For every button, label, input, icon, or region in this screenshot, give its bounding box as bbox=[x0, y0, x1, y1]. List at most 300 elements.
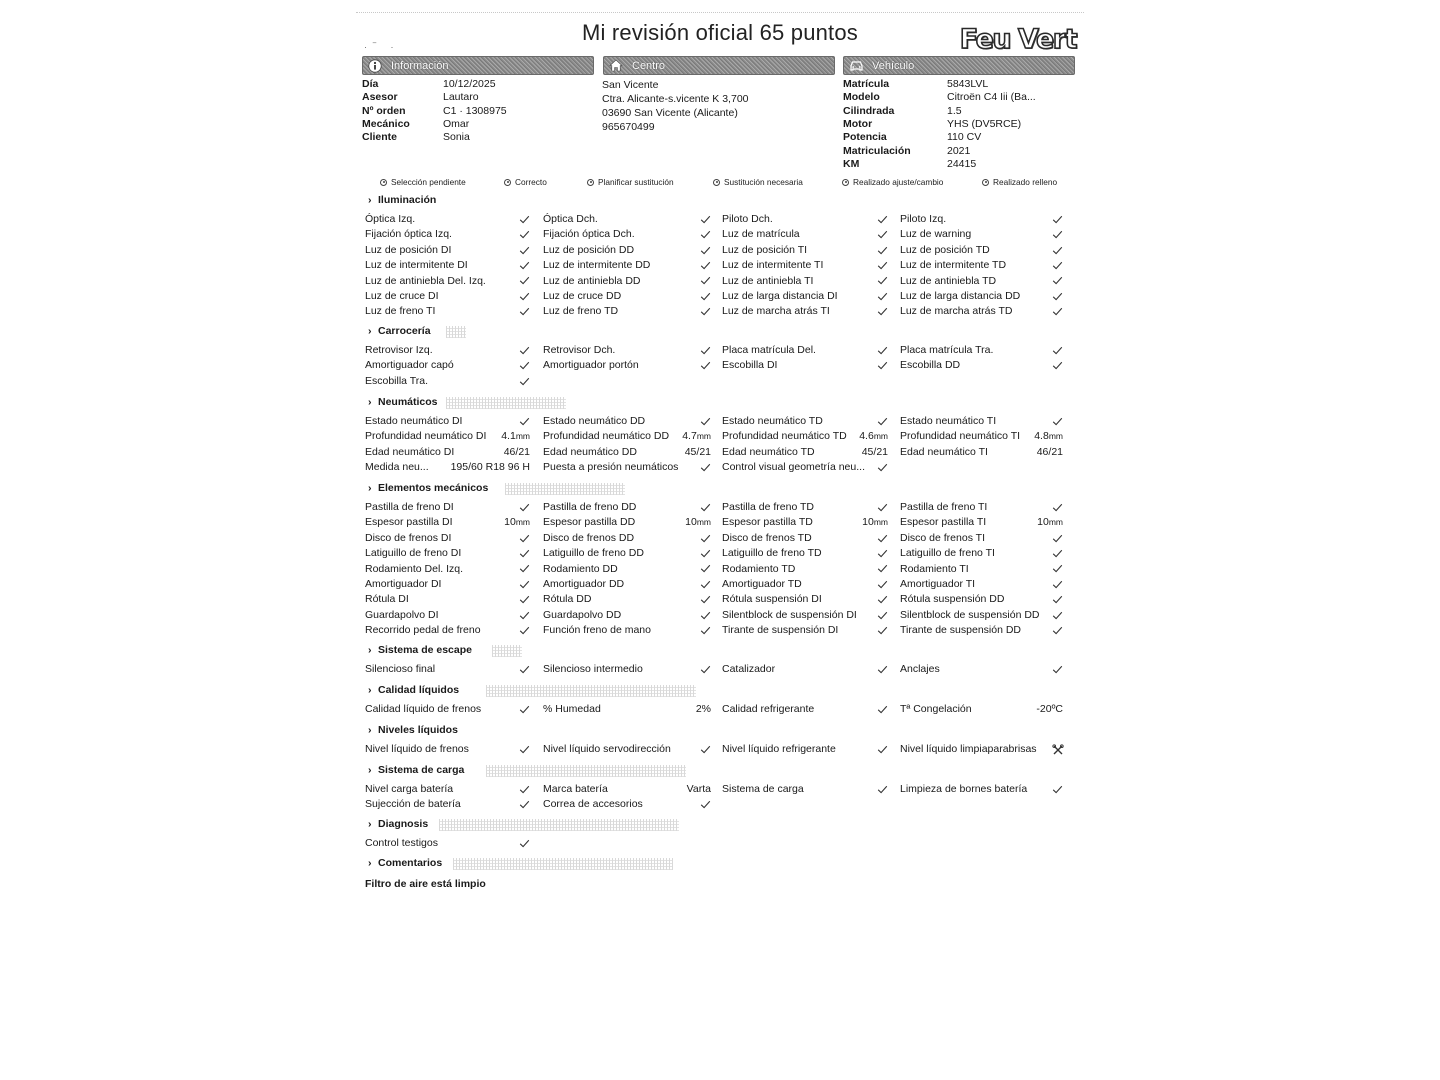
checklist-item bbox=[365, 546, 530, 560]
check-icon bbox=[877, 704, 888, 715]
section-title bbox=[368, 644, 472, 656]
item-status bbox=[519, 562, 530, 576]
check-icon bbox=[519, 664, 530, 675]
check-icon bbox=[519, 502, 530, 513]
legend-label: Correcto bbox=[515, 177, 547, 187]
checklist-item bbox=[722, 445, 888, 459]
checklist-item bbox=[365, 274, 530, 288]
item-label: Control visual geometría neu... bbox=[722, 461, 865, 474]
item-label: Tirante de suspensión DI bbox=[722, 624, 839, 637]
scan-edge bbox=[356, 12, 1084, 17]
item-label: Rótula DI bbox=[365, 593, 409, 606]
check-icon bbox=[877, 345, 888, 356]
check-icon bbox=[519, 376, 530, 387]
check-icon bbox=[700, 502, 711, 513]
scan-noise bbox=[492, 645, 522, 657]
checklist-item bbox=[722, 592, 888, 606]
check-icon bbox=[877, 416, 888, 427]
check-icon bbox=[700, 345, 711, 356]
panel-header-info bbox=[362, 56, 594, 75]
item-label: Placa matrícula Del. bbox=[722, 344, 816, 356]
item-label: Nivel líquido servodirección bbox=[543, 743, 671, 755]
chevron-right-icon: › bbox=[368, 482, 372, 494]
status-dot-icon bbox=[982, 179, 989, 186]
kv-label: KM bbox=[843, 157, 860, 170]
item-status bbox=[519, 797, 530, 811]
status-dot-icon bbox=[842, 179, 849, 186]
checklist-item bbox=[543, 500, 711, 514]
check-icon bbox=[519, 548, 530, 559]
check-icon bbox=[519, 625, 530, 636]
item-status bbox=[1052, 243, 1063, 257]
check-icon bbox=[700, 360, 711, 371]
item-status bbox=[1052, 343, 1063, 357]
checklist-item bbox=[900, 546, 1063, 560]
item-status bbox=[519, 227, 530, 241]
check-icon bbox=[700, 214, 711, 225]
item-status bbox=[877, 782, 888, 796]
panel-header-vehicle bbox=[843, 56, 1075, 75]
checklist-item bbox=[543, 227, 711, 241]
checklist-item bbox=[722, 343, 888, 357]
checklist-item bbox=[543, 445, 711, 459]
checklist-item bbox=[900, 702, 1063, 716]
checklist-item bbox=[722, 702, 888, 716]
legend-label: Selección pendiente bbox=[391, 177, 466, 187]
item-label: Latiguillo de freno DI bbox=[365, 547, 462, 560]
check-icon bbox=[1052, 502, 1063, 513]
check-icon bbox=[519, 838, 530, 849]
item-status bbox=[519, 742, 530, 756]
item-status bbox=[700, 289, 711, 303]
check-icon bbox=[519, 563, 530, 574]
inspection-report bbox=[356, 12, 1084, 912]
check-icon bbox=[700, 799, 711, 810]
item-status bbox=[877, 702, 888, 716]
section-label: Neumáticos bbox=[378, 396, 438, 408]
scan-noise bbox=[486, 685, 696, 697]
item-unit: mm bbox=[873, 431, 888, 442]
kv-row bbox=[843, 118, 1075, 131]
item-status bbox=[1052, 304, 1063, 318]
checklist-item bbox=[900, 515, 1063, 529]
item-status bbox=[1034, 429, 1063, 443]
check-icon bbox=[877, 784, 888, 795]
kv-label: Motor bbox=[843, 117, 873, 130]
check-icon bbox=[700, 563, 711, 574]
center-line: 965670499 bbox=[602, 121, 655, 133]
item-label: Estado neumático DI bbox=[365, 415, 463, 427]
item-status bbox=[877, 592, 888, 606]
legend-item bbox=[842, 177, 943, 187]
item-label: Luz de posición TI bbox=[722, 243, 808, 256]
check-icon bbox=[1052, 275, 1063, 286]
check-icon bbox=[700, 229, 711, 240]
item-status bbox=[1052, 500, 1063, 514]
item-label: Espesor pastilla TI bbox=[900, 516, 987, 529]
kv-row bbox=[843, 78, 1075, 91]
item-status bbox=[700, 546, 711, 560]
check-icon bbox=[1052, 533, 1063, 544]
item-status bbox=[877, 562, 888, 576]
status-dot-icon bbox=[504, 179, 511, 186]
legend-item bbox=[713, 177, 803, 187]
panel-label: Información bbox=[391, 59, 449, 72]
checklist-item bbox=[900, 243, 1063, 257]
checklist-item bbox=[365, 304, 530, 318]
item-status bbox=[1052, 662, 1063, 676]
item-label: Luz de intermitente TI bbox=[722, 259, 824, 272]
checklist-item bbox=[722, 562, 888, 576]
check-icon bbox=[1052, 563, 1063, 574]
item-status bbox=[859, 429, 888, 443]
item-status bbox=[519, 343, 530, 357]
item-status bbox=[700, 460, 711, 474]
item-label: Disco de frenos DI bbox=[365, 531, 452, 544]
item-label: Retrovisor Dch. bbox=[543, 344, 616, 356]
item-status bbox=[1037, 445, 1063, 459]
check-icon bbox=[877, 360, 888, 371]
legend-item bbox=[380, 177, 466, 187]
checklist-item bbox=[900, 414, 1063, 428]
item-label: Silentblock de suspensión DD bbox=[900, 608, 1040, 621]
item-value: 10 bbox=[862, 516, 874, 529]
legend-item bbox=[982, 177, 1057, 187]
check-icon bbox=[877, 533, 888, 544]
kv-value: 2021 bbox=[947, 144, 971, 157]
check-icon bbox=[1052, 416, 1063, 427]
item-status bbox=[877, 460, 888, 474]
item-label: Luz de antiniebla TD bbox=[900, 274, 997, 287]
kv-value: Citroën C4 Iii (Ba... bbox=[947, 91, 1036, 104]
item-status bbox=[700, 343, 711, 357]
check-icon bbox=[700, 291, 711, 302]
item-status bbox=[877, 414, 888, 428]
item-label: Óptica Dch. bbox=[543, 213, 598, 225]
item-status bbox=[700, 258, 711, 272]
item-label: Catalizador bbox=[722, 663, 776, 675]
item-label: Rodamiento TD bbox=[722, 562, 796, 575]
check-icon bbox=[877, 502, 888, 513]
check-icon bbox=[700, 625, 711, 636]
checklist-item bbox=[365, 608, 530, 622]
checklist-item bbox=[900, 274, 1063, 288]
item-label: Amortiguador DI bbox=[365, 578, 442, 590]
check-icon bbox=[877, 214, 888, 225]
item-value: 46/21 bbox=[503, 445, 530, 458]
item-label: Función freno de mano bbox=[543, 624, 651, 637]
item-status bbox=[877, 274, 888, 288]
checklist-item bbox=[543, 782, 711, 796]
check-icon bbox=[1052, 360, 1063, 371]
section-title bbox=[368, 684, 459, 696]
item-status bbox=[1052, 562, 1063, 576]
item-label: Amortiguador capó bbox=[365, 359, 454, 372]
check-icon bbox=[519, 291, 530, 302]
section-label: Niveles líquidos bbox=[378, 724, 458, 736]
check-icon bbox=[700, 548, 711, 559]
checklist-item bbox=[722, 577, 888, 591]
checklist-item bbox=[365, 445, 530, 459]
check-icon bbox=[877, 462, 888, 473]
checklist-item bbox=[900, 212, 1063, 226]
item-status bbox=[700, 500, 711, 514]
item-value: 4.7 bbox=[682, 430, 697, 443]
item-value: 4.6 bbox=[859, 430, 874, 443]
item-label: Sistema de carga bbox=[722, 783, 804, 795]
item-value: 4.1 bbox=[501, 430, 516, 443]
item-label: Profundidad neumático TD bbox=[722, 430, 847, 443]
check-icon bbox=[519, 744, 530, 755]
center-line: Ctra. Alicante-s.vicente K 3,700 bbox=[602, 93, 749, 105]
item-label: Profundidad neumático TI bbox=[900, 430, 1021, 443]
item-status bbox=[1052, 289, 1063, 303]
scan-noise bbox=[446, 326, 466, 338]
item-label: Luz de intermitente DI bbox=[365, 259, 468, 272]
check-icon bbox=[877, 291, 888, 302]
item-status bbox=[700, 577, 711, 591]
checklist-item bbox=[543, 358, 711, 372]
item-label: Disco de frenos TI bbox=[900, 531, 986, 544]
checklist-item bbox=[722, 289, 888, 303]
checklist-item bbox=[900, 623, 1063, 637]
item-label: Pastilla de freno DI bbox=[365, 501, 454, 513]
item-status bbox=[519, 608, 530, 622]
checklist-item bbox=[900, 227, 1063, 241]
item-status bbox=[877, 577, 888, 591]
item-status bbox=[519, 577, 530, 591]
checklist-item bbox=[900, 577, 1063, 591]
legend-item bbox=[504, 177, 547, 187]
check-icon bbox=[519, 416, 530, 427]
chevron-right-icon: › bbox=[368, 194, 372, 206]
item-label: Óptica Izq. bbox=[365, 213, 416, 225]
checklist-item bbox=[722, 742, 888, 756]
item-status bbox=[877, 662, 888, 676]
checklist-item bbox=[722, 227, 888, 241]
item-label: Luz de marcha atrás TI bbox=[722, 305, 830, 318]
kv-label: Matriculación bbox=[843, 144, 911, 157]
item-label: Control testigos bbox=[365, 837, 438, 849]
comment-text: Filtro de aire está limpio bbox=[365, 878, 486, 890]
check-icon bbox=[1052, 260, 1063, 271]
item-status bbox=[451, 460, 530, 474]
item-label: Estado neumático TI bbox=[900, 415, 997, 427]
item-label: Luz de antiniebla DD bbox=[543, 274, 641, 287]
item-status bbox=[700, 608, 711, 622]
kv-value: C1 · 1308975 bbox=[443, 104, 507, 117]
checklist-item bbox=[365, 742, 530, 756]
kv-label: Nº orden bbox=[362, 104, 406, 117]
check-icon bbox=[700, 260, 711, 271]
item-unit: mm bbox=[696, 431, 711, 442]
item-label: Estado neumático TD bbox=[722, 415, 823, 427]
checklist-item bbox=[900, 608, 1063, 622]
item-label: Amortiguador TI bbox=[900, 578, 976, 590]
check-icon bbox=[519, 229, 530, 240]
checklist-item bbox=[365, 429, 530, 443]
item-status bbox=[700, 243, 711, 257]
checklist-item bbox=[543, 258, 711, 272]
item-label: Edad neumático DD bbox=[543, 445, 637, 458]
checklist-item bbox=[543, 212, 711, 226]
check-icon bbox=[877, 245, 888, 256]
item-label: Luz de larga distancia DD bbox=[900, 290, 1021, 302]
info-icon bbox=[367, 58, 383, 73]
checklist-item bbox=[543, 562, 711, 576]
chevron-right-icon: › bbox=[368, 724, 372, 736]
item-status bbox=[877, 500, 888, 514]
kv-row bbox=[843, 91, 1075, 104]
checklist-item bbox=[365, 836, 530, 850]
item-label: Latiguillo de freno TI bbox=[900, 547, 995, 560]
item-label: Nivel líquido refrigerante bbox=[722, 743, 836, 755]
item-label: Sujección de batería bbox=[365, 798, 461, 811]
checklist-item bbox=[543, 515, 711, 529]
item-label: Luz de marcha atrás TD bbox=[900, 305, 1013, 318]
item-label: Luz de freno TD bbox=[543, 305, 619, 318]
item-label: Nivel líquido de frenos bbox=[365, 743, 469, 755]
kv-row bbox=[362, 131, 592, 144]
kv-label: Día bbox=[362, 78, 379, 90]
item-label: Puesta a presión neumáticos bbox=[543, 461, 679, 474]
scan-mark: ·‾ · bbox=[364, 42, 400, 52]
kv-value: 110 CV bbox=[947, 131, 982, 144]
check-icon bbox=[519, 360, 530, 371]
item-status bbox=[519, 702, 530, 716]
item-status bbox=[519, 662, 530, 676]
item-value: 4.8 bbox=[1034, 430, 1049, 443]
checklist-item bbox=[543, 702, 711, 716]
item-label: Profundidad neumático DI bbox=[365, 430, 487, 443]
chevron-right-icon: › bbox=[368, 857, 372, 869]
kv-label: Cliente bbox=[362, 131, 398, 144]
item-status bbox=[700, 797, 711, 811]
item-status bbox=[877, 608, 888, 622]
item-status bbox=[501, 429, 530, 443]
check-icon bbox=[877, 563, 888, 574]
item-label: Escobilla DD bbox=[900, 359, 961, 372]
checklist-item bbox=[543, 531, 711, 545]
check-icon bbox=[877, 625, 888, 636]
checklist-item bbox=[722, 515, 888, 529]
item-label: Pastilla de freno DD bbox=[543, 501, 637, 513]
item-status bbox=[519, 358, 530, 372]
scan-noise bbox=[486, 765, 686, 777]
item-value: 46/21 bbox=[1036, 445, 1063, 458]
item-status bbox=[519, 500, 530, 514]
checklist-item bbox=[543, 414, 711, 428]
check-icon bbox=[1052, 610, 1063, 621]
item-status bbox=[1052, 227, 1063, 241]
check-icon bbox=[877, 594, 888, 605]
wrench-icon bbox=[1052, 744, 1063, 755]
item-label: Edad neumático TI bbox=[900, 445, 988, 458]
legend-label: Sustitución necesaria bbox=[724, 177, 803, 187]
checklist-item bbox=[365, 358, 530, 372]
item-label: Pastilla de freno TD bbox=[722, 501, 815, 513]
checklist-item bbox=[543, 546, 711, 560]
item-label: Rodamiento TI bbox=[900, 562, 969, 575]
section-title bbox=[368, 396, 438, 408]
item-label: Rótula DD bbox=[543, 593, 592, 606]
checklist-item bbox=[722, 414, 888, 428]
checklist-item bbox=[365, 460, 530, 474]
checklist-item bbox=[543, 623, 711, 637]
item-label: % Humedad bbox=[543, 703, 601, 715]
item-status bbox=[1052, 212, 1063, 226]
item-label: Silencioso intermedio bbox=[543, 663, 643, 675]
item-status bbox=[519, 782, 530, 796]
checklist-item bbox=[722, 662, 888, 676]
item-label: Luz de warning bbox=[900, 228, 972, 241]
item-label: Luz de intermitente TD bbox=[900, 259, 1007, 272]
item-status bbox=[519, 289, 530, 303]
checklist-item bbox=[365, 623, 530, 637]
chevron-right-icon: › bbox=[368, 325, 372, 337]
kv-value: YHS (DV5RCE) bbox=[947, 117, 1022, 130]
kv-value: 24415 bbox=[947, 157, 977, 170]
checklist-item bbox=[900, 592, 1063, 606]
item-label: Espesor pastilla DI bbox=[365, 516, 453, 529]
checklist-item bbox=[365, 500, 530, 514]
item-status bbox=[504, 445, 530, 459]
check-icon bbox=[877, 664, 888, 675]
check-icon bbox=[700, 579, 711, 590]
check-icon bbox=[700, 275, 711, 286]
checklist-item bbox=[900, 782, 1063, 796]
checklist-item bbox=[722, 460, 888, 474]
checklist-item bbox=[543, 243, 711, 257]
checklist-item bbox=[722, 243, 888, 257]
kv-value: Lautaro bbox=[443, 91, 479, 104]
item-status bbox=[877, 243, 888, 257]
section-title bbox=[368, 482, 488, 494]
car-icon bbox=[848, 58, 864, 73]
kv-label: Cilindrada bbox=[843, 104, 895, 117]
item-label: Espesor pastilla DD bbox=[543, 516, 636, 529]
checklist-item bbox=[365, 797, 530, 811]
item-label: Luz de posición DI bbox=[365, 243, 452, 256]
item-status bbox=[1052, 414, 1063, 428]
check-icon bbox=[1052, 245, 1063, 256]
item-status bbox=[700, 562, 711, 576]
item-label: Fijación óptica Izq. bbox=[365, 228, 452, 241]
item-status bbox=[877, 258, 888, 272]
section-title bbox=[368, 818, 428, 830]
check-icon bbox=[700, 462, 711, 473]
item-value: 195/60 R18 96 H bbox=[450, 461, 530, 474]
item-status bbox=[519, 414, 530, 428]
item-label: Anclajes bbox=[900, 663, 940, 675]
item-label: Fijación óptica Dch. bbox=[543, 228, 635, 241]
panel-label: Centro bbox=[632, 59, 666, 72]
scan-noise bbox=[446, 397, 566, 409]
panel-label: Vehículo bbox=[872, 59, 915, 72]
item-label: Estado neumático DD bbox=[543, 415, 646, 427]
checklist-item bbox=[722, 782, 888, 796]
item-status bbox=[519, 274, 530, 288]
checklist-item bbox=[365, 258, 530, 272]
item-status bbox=[1052, 742, 1063, 756]
item-status bbox=[1052, 623, 1063, 637]
item-label: Calidad refrigerante bbox=[722, 703, 815, 715]
brand-logo: Feu Vert bbox=[959, 24, 1076, 55]
checklist-item bbox=[365, 515, 530, 529]
checklist-item bbox=[365, 531, 530, 545]
item-status bbox=[519, 592, 530, 606]
status-dot-icon bbox=[380, 179, 387, 186]
